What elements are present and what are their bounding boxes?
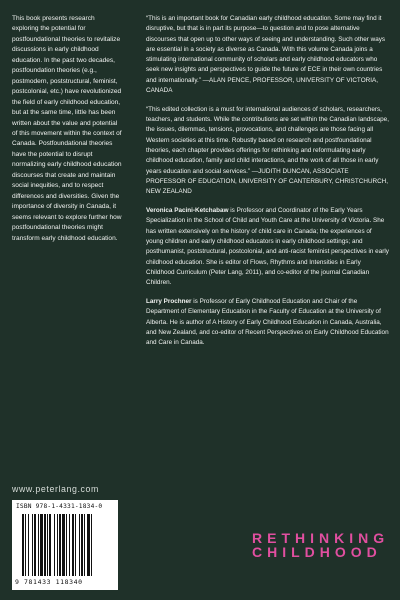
author-bio-text: is Professor and Coordinator of the Early Years Specialization in the School of Child and Youth Care at the University of Victoria. She has written extensively on the history of child care in Canada; the experiences of young children and early childhood educators in early childhood settings; and posthumanist, poststructural, postcolonial, and anti-racist feminist perspectives in early childhood education. She is editor of Flows, Rhythms and Intensities in Early Childhood Curriculum (Peter Lang, 2011), and co-editor of the journal Canadian Children. xyxy=(146,207,389,287)
author-name: Larry Prochner xyxy=(146,297,192,305)
right-column xyxy=(146,14,390,357)
endorsement-quote: “This edited collection is a must for international audiences of scholars, researchers, teachers, and students. While the contributions are set within the Canadian landscape, the issues, dilemmas, tensions, provocations, and challenges are those facing all Western societies at this time. Robustly based on research and postfoundational theories, each chapter provides offerings for rethinking and reformulating early childhood education, family and child interactions, and the work of all those in early years education and social services.” —JUDITH DUNCAN, ASSOCIATE PROFESSOR OF EDUCATION, UNIVERSITY OF CANTERBURY, CHRISTCHURCH, NEW ZEALAND xyxy=(146,105,389,196)
author-bio xyxy=(146,297,390,348)
endorsement-quote: “This is an important book for Canadian early childhood education. Some may find it disruptive, but that is in part its purpose—to question and to pose alternative discourses that open up to other ways of seeing and understanding. Such other ways are essential in a society as diverse as Canada. With this volume Canada joins a stimulating international community of scholars and early childhood educators who seek new insights and perspectives to guide the future of ECE in their own countries and internationally.” —ALAN PENCE, PROFESSOR, UNIVERSITY OF VICTORIA, CANADA xyxy=(146,15,386,95)
author-bio xyxy=(146,206,390,288)
series-wordmark xyxy=(252,531,389,559)
barcode-box xyxy=(12,500,118,590)
book-blurb: This book presents research exploring the potential for postfoundational theories to revitalize discussions in early childhood education. In the past two decades, postfoundation theories (e.g., postmodern, poststructural, feminist, postcolonial, etc.) have revolutionized the field of early childhood education, but at the same time, little has been written about the value and potential of this movement within the context of Canada. Postfoundational theories have the potential to disrupt normalizing early childhood education discourses that create and maintain social inequities, and to respect differences and diversities. Given the importance of diversity in Canada, it seems relevant to explore further how postfoundational theories might transform early childhood education. xyxy=(12,15,122,242)
publisher-website: www.peterlang.com xyxy=(12,484,99,494)
series-word: CHILDHOOD xyxy=(252,544,382,560)
author-bio-text: is Professor of Early Childhood Education and Chair of the Department of Elementary Education in the Faculty of Education at the University of Alberta. He is author of A History of Early Childhood Education in Canada, Australia, and New Zealand, and co-editor of Recent Perspectives on Early Childhood Education and Care in Canada. xyxy=(146,297,389,347)
barcode-icon xyxy=(22,514,108,576)
author-name: Veronica Pacini-Ketchabaw xyxy=(146,207,229,215)
isbn-label: ISBN 978-1-4331-1834-0 xyxy=(16,503,103,510)
series-word: RETHINKING xyxy=(252,530,390,546)
barcode-number: 9 781433 118340 xyxy=(15,578,83,586)
left-column xyxy=(0,0,128,600)
